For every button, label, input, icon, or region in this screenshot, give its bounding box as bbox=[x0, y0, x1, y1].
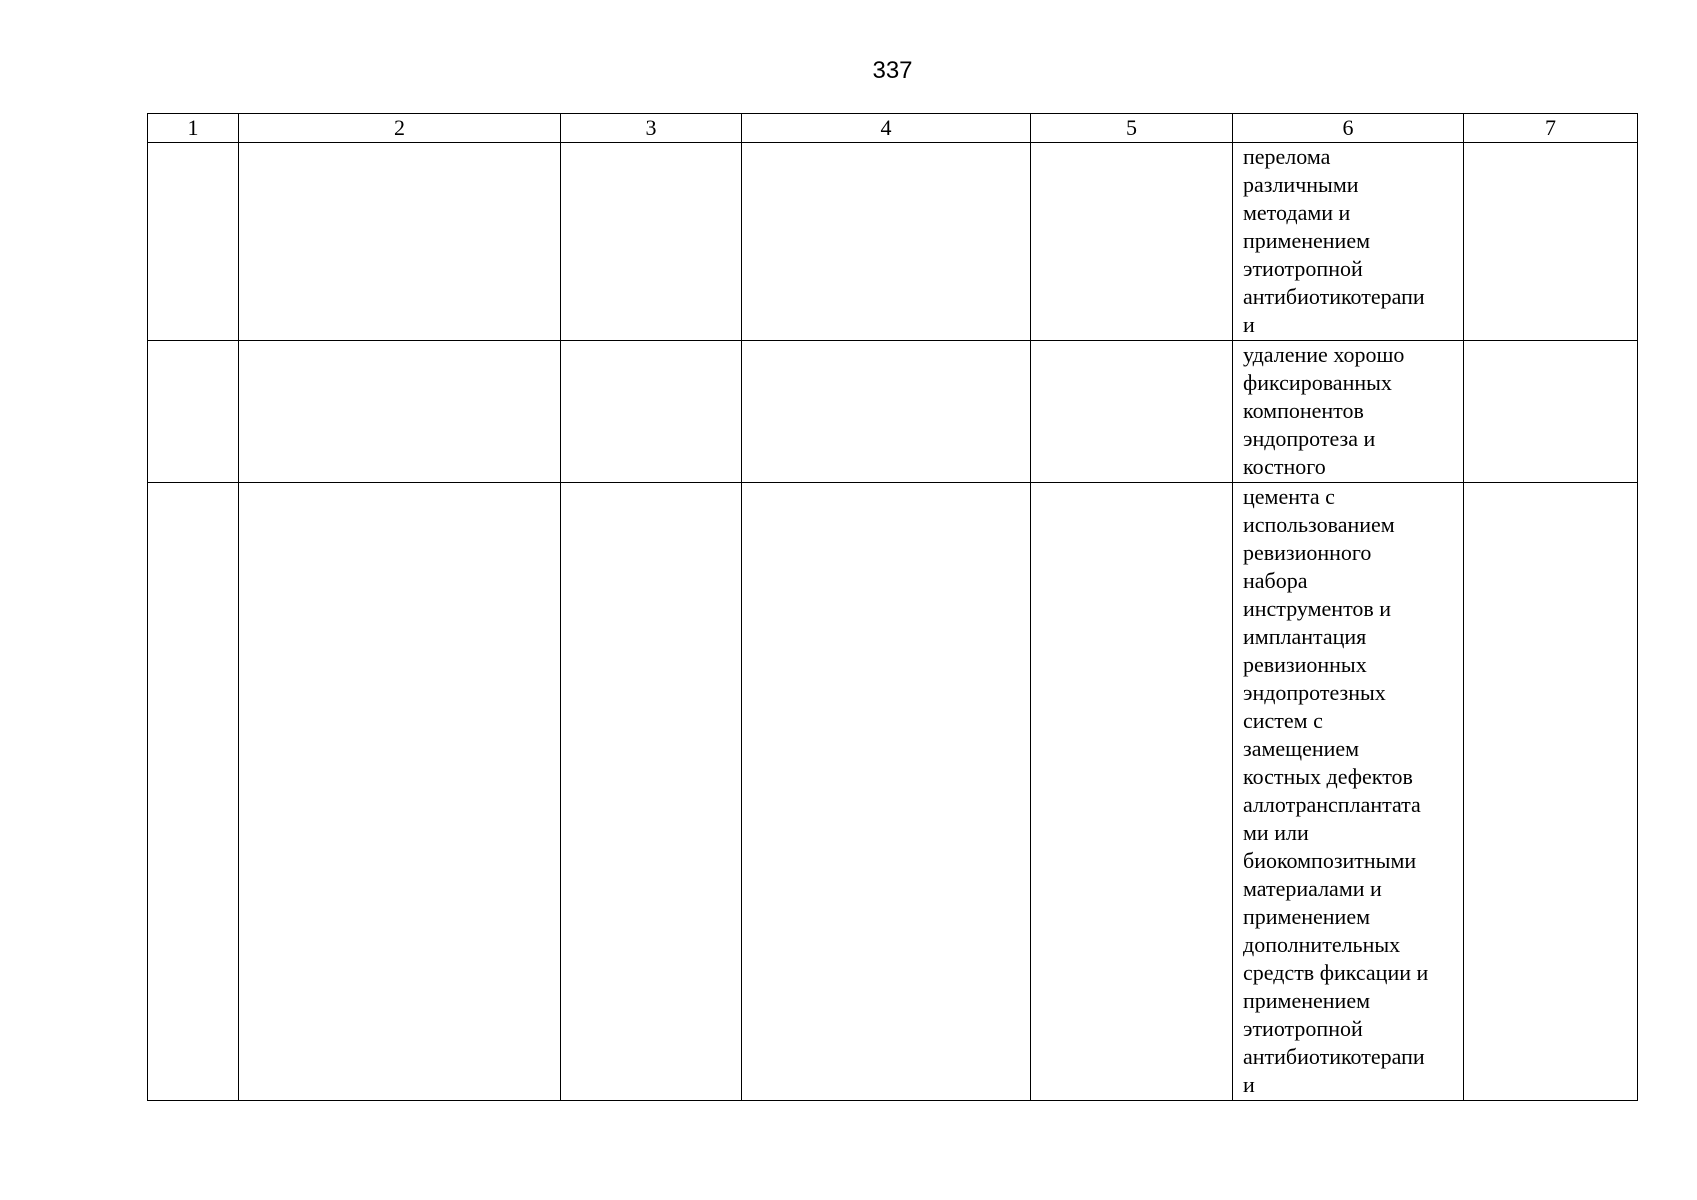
table-row bbox=[148, 483, 1638, 1101]
table-header-row bbox=[148, 114, 1638, 143]
table-cell-text: цемента с использованием ревизионного набора инструментов и имплантация ревизионных эндопротезных систем с замещением костных дефектов аллотрансплантата ми или биокомпозитными материалами и применением дополнительных средств фиксации и применением этиотропной антибиотикотерапи и bbox=[1233, 483, 1464, 1101]
table-cell bbox=[148, 341, 239, 483]
table-cell bbox=[1031, 483, 1233, 1101]
table-cell bbox=[742, 341, 1031, 483]
table-cell-text: удаление хорошо фиксированных компонентов эндопротеза и костного bbox=[1233, 341, 1464, 483]
table-cell bbox=[561, 143, 742, 341]
column-header: 7 bbox=[1464, 114, 1638, 143]
table-cell bbox=[1464, 341, 1638, 483]
table-cell bbox=[148, 483, 239, 1101]
column-header: 2 bbox=[239, 114, 561, 143]
column-header: 3 bbox=[561, 114, 742, 143]
column-header: 4 bbox=[742, 114, 1031, 143]
table-cell bbox=[1464, 143, 1638, 341]
table-cell bbox=[239, 143, 561, 341]
table-cell bbox=[561, 483, 742, 1101]
table-cell bbox=[1464, 483, 1638, 1101]
table-cell bbox=[1031, 341, 1233, 483]
table-row bbox=[148, 143, 1638, 341]
column-header: 6 bbox=[1233, 114, 1464, 143]
page-number: 337 bbox=[872, 57, 913, 84]
table-cell bbox=[239, 341, 561, 483]
data-table bbox=[147, 113, 1638, 1101]
table-cell bbox=[148, 143, 239, 341]
column-header: 1 bbox=[148, 114, 239, 143]
column-header: 5 bbox=[1031, 114, 1233, 143]
table-cell bbox=[1031, 143, 1233, 341]
table-cell bbox=[561, 341, 742, 483]
table-cell bbox=[742, 483, 1031, 1101]
table-row bbox=[148, 341, 1638, 483]
table-cell bbox=[742, 143, 1031, 341]
table-cell bbox=[239, 483, 561, 1101]
table-cell-text: перелома различными методами и применением этиотропной антибиотикотерапи и bbox=[1233, 143, 1464, 341]
